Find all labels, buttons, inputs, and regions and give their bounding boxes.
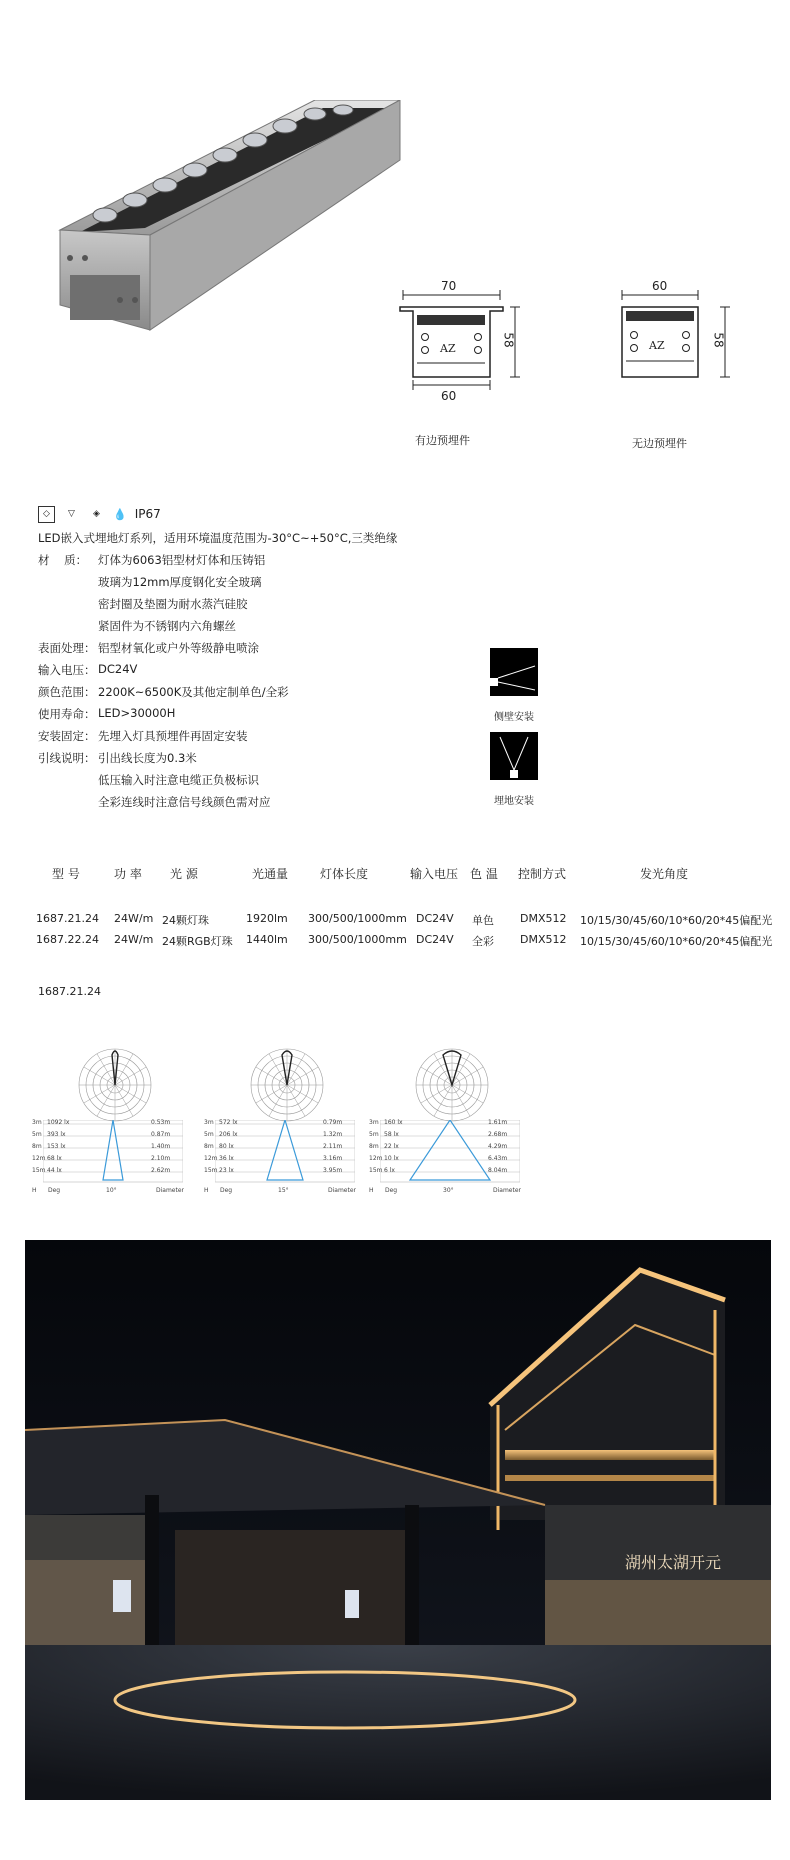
diameter-axis-label: Diameter [493,1187,522,1194]
table-row-2-control: DMX512 [520,933,567,946]
polar-chart-2 [242,1045,332,1125]
table-row-2-cct: 全彩 [472,935,494,948]
th-voltage: 输入电压 [410,867,459,881]
th-control: 控制方式 [518,867,567,881]
spec-row-glass: 玻璃为12mm厚度钢化安全玻璃 [98,575,262,589]
lux-value: 206 lx [219,1131,238,1138]
th-model: 型 号 [52,867,80,881]
height-label: 3m [204,1119,214,1126]
height-label: 12m [32,1155,46,1162]
beam-cone-chart-1 [43,1120,183,1185]
diameter-value: 1.32m [323,1131,343,1138]
lux-value: 160 lx [384,1119,403,1126]
lux-value: 572 lx [219,1119,238,1126]
diameter-value: 1.61m [488,1119,508,1126]
lux-value: 36 lx [219,1155,234,1162]
diameter-value: 0.53m [151,1119,171,1126]
table-row-2-flux: 1440lm [246,933,288,946]
diameter-value: 2.68m [488,1131,508,1138]
table-row-1-power: 24W/m [114,912,154,925]
class-iii-icon: ◇ [38,506,55,523]
dim-top-width: 70 [441,279,457,293]
drawing-with-flange [385,275,525,425]
diameter-value: 0.87m [151,1131,171,1138]
diameter-value: 2.11m [323,1143,343,1150]
lux-value: 393 lx [47,1131,66,1138]
h-axis-label: H [369,1187,374,1194]
deg-axis-label: Deg [220,1187,233,1194]
polar-chart-1 [70,1045,160,1125]
side-wall-install-image [490,648,538,696]
table-row-2-power: 24W/m [114,933,154,946]
diameter-value: 3.16m [323,1155,343,1162]
spec-row-install: 安装固定： 先埋入灯具预埋件再固定安装 [38,729,248,743]
photometric-model-label: 1687.21.24 [38,985,101,998]
h-axis-label: H [204,1187,209,1194]
th-length: 灯体长度 [320,867,369,881]
certification-icons [38,505,161,523]
th-source: 光 源 [170,867,198,881]
table-row-2-beam: 10/15/30/45/60/10*60/20*45偏配光 [580,935,773,948]
drawing-without-flange [610,275,740,425]
table-row-2-source: 24颗RGB灯珠 [162,935,233,948]
h-axis-label: H [32,1187,37,1194]
dim-height: 58 [501,332,516,348]
hatched-diamond-icon: ◈ [93,509,100,519]
height-label: 12m [204,1155,218,1162]
height-label: 5m [204,1131,214,1138]
height-label: 5m [369,1131,379,1138]
caption-without-flange: 无边预埋件 [632,437,687,450]
deg-axis-label: Deg [385,1187,398,1194]
table-row-1-model: 1687.21.24 [36,912,99,925]
spec-row-fastener: 紧固件为不锈钢内六角螺丝 [98,619,236,633]
lux-value: 44 lx [47,1167,62,1174]
beam-angle-label: 10° [106,1187,117,1194]
spec-row-signal: 全彩连线时注意信号线颜色需对应 [98,795,271,809]
diameter-axis-label: Diameter [328,1187,357,1194]
night-sign-text: 湖州太湖开元 [625,1553,722,1572]
dim-bottom-width: 60 [441,389,457,403]
az-logo: AZ [440,342,456,355]
night-application-photo [25,1240,771,1800]
diameter-value: 6.43m [488,1155,508,1162]
ground-install-caption: 埋地安装 [494,796,534,807]
spec-intro: LED嵌入式埋地灯系列，适用环境温度范围为-30°C~+50°C,三类绝缘 [38,531,398,545]
table-row-1-source: 24颗灯珠 [162,914,209,927]
lux-value: 80 lx [219,1143,234,1150]
diameter-value: 3.95m [323,1167,343,1174]
f-mark-icon: ▽ [68,509,75,519]
table-row-1-cct: 单色 [472,914,494,927]
spec-row-lead: 引线说明： 引出线长度为0.3米 [38,751,197,765]
spec-row-color: 颜色范围： 2200K~6500K及其他定制单色/全彩 [38,685,289,699]
table-row-2-model: 1687.22.24 [36,933,99,946]
ground-install-image [490,732,538,780]
lux-value: 6 lx [384,1167,395,1174]
th-flux: 光通量 [252,867,289,881]
spec-row-life: 使用寿命： LED>30000H [38,706,176,721]
height-label: 8m [32,1143,42,1150]
table-row-1-voltage: DC24V [416,912,454,925]
dim-height: 58 [711,332,726,348]
lux-value: 58 lx [384,1131,399,1138]
lux-value: 153 lx [47,1143,66,1150]
spec-row-surface: 表面处理： 铝型材氧化或户外等级静电喷涂 [38,641,259,655]
dim-top-width: 60 [652,279,668,293]
polar-chart-3 [407,1045,497,1125]
table-row-1-beam: 10/15/30/45/60/10*60/20*45偏配光 [580,914,773,927]
deg-axis-label: Deg [48,1187,61,1194]
th-cct: 色 温 [470,867,498,881]
height-label: 8m [204,1143,214,1150]
height-label: 8m [369,1143,379,1150]
table-row-2-voltage: DC24V [416,933,454,946]
diameter-value: 0.79m [323,1119,343,1126]
height-label: 15m [369,1167,383,1174]
height-label: 5m [32,1131,42,1138]
lux-value: 68 lx [47,1155,62,1162]
waterproof-drops-icon: 💧 [113,507,127,521]
height-label: 3m [369,1119,379,1126]
lux-value: 22 lx [384,1143,399,1150]
spec-row-polarity: 低压输入时注意电缆正负极标识 [98,773,259,787]
diameter-axis-label: Diameter [156,1187,185,1194]
beam-angle-label: 15° [278,1187,289,1194]
height-label: 15m [204,1167,218,1174]
beam-cone-chart-3 [380,1120,520,1185]
diameter-value: 8.04m [488,1167,508,1174]
th-power: 功 率 [114,867,142,881]
diameter-value: 2.62m [151,1167,171,1174]
beam-cone-chart-2 [215,1120,355,1185]
diameter-value: 4.29m [488,1143,508,1150]
ip-rating: IP67 [134,507,161,521]
caption-with-flange: 有边预埋件 [415,434,470,447]
lux-value: 1092 lx [47,1119,70,1126]
table-row-2-length: 300/500/1000mm [308,933,407,946]
th-beam: 发光角度 [640,867,689,881]
table-row-1-flux: 1920lm [246,912,288,925]
spec-row-seal: 密封圈及垫圈为耐水蒸汽硅胶 [98,597,248,611]
table-row-1-control: DMX512 [520,912,567,925]
lux-value: 23 lx [219,1167,234,1174]
lux-value: 10 lx [384,1155,399,1162]
diameter-value: 2.10m [151,1155,171,1162]
side-wall-install-caption: 侧壁安装 [494,712,534,723]
table-row-1-length: 300/500/1000mm [308,912,407,925]
spec-row-voltage: 输入电压： DC24V [38,662,138,677]
height-label: 15m [32,1167,46,1174]
height-label: 3m [32,1119,42,1126]
beam-angle-label: 30° [443,1187,454,1194]
spec-row-material: 材 质： 灯体为6063铝型材灯体和压铸铝 [38,553,266,567]
diameter-value: 1.40m [151,1143,171,1150]
height-label: 12m [369,1155,383,1162]
az-logo: AZ [649,339,665,352]
